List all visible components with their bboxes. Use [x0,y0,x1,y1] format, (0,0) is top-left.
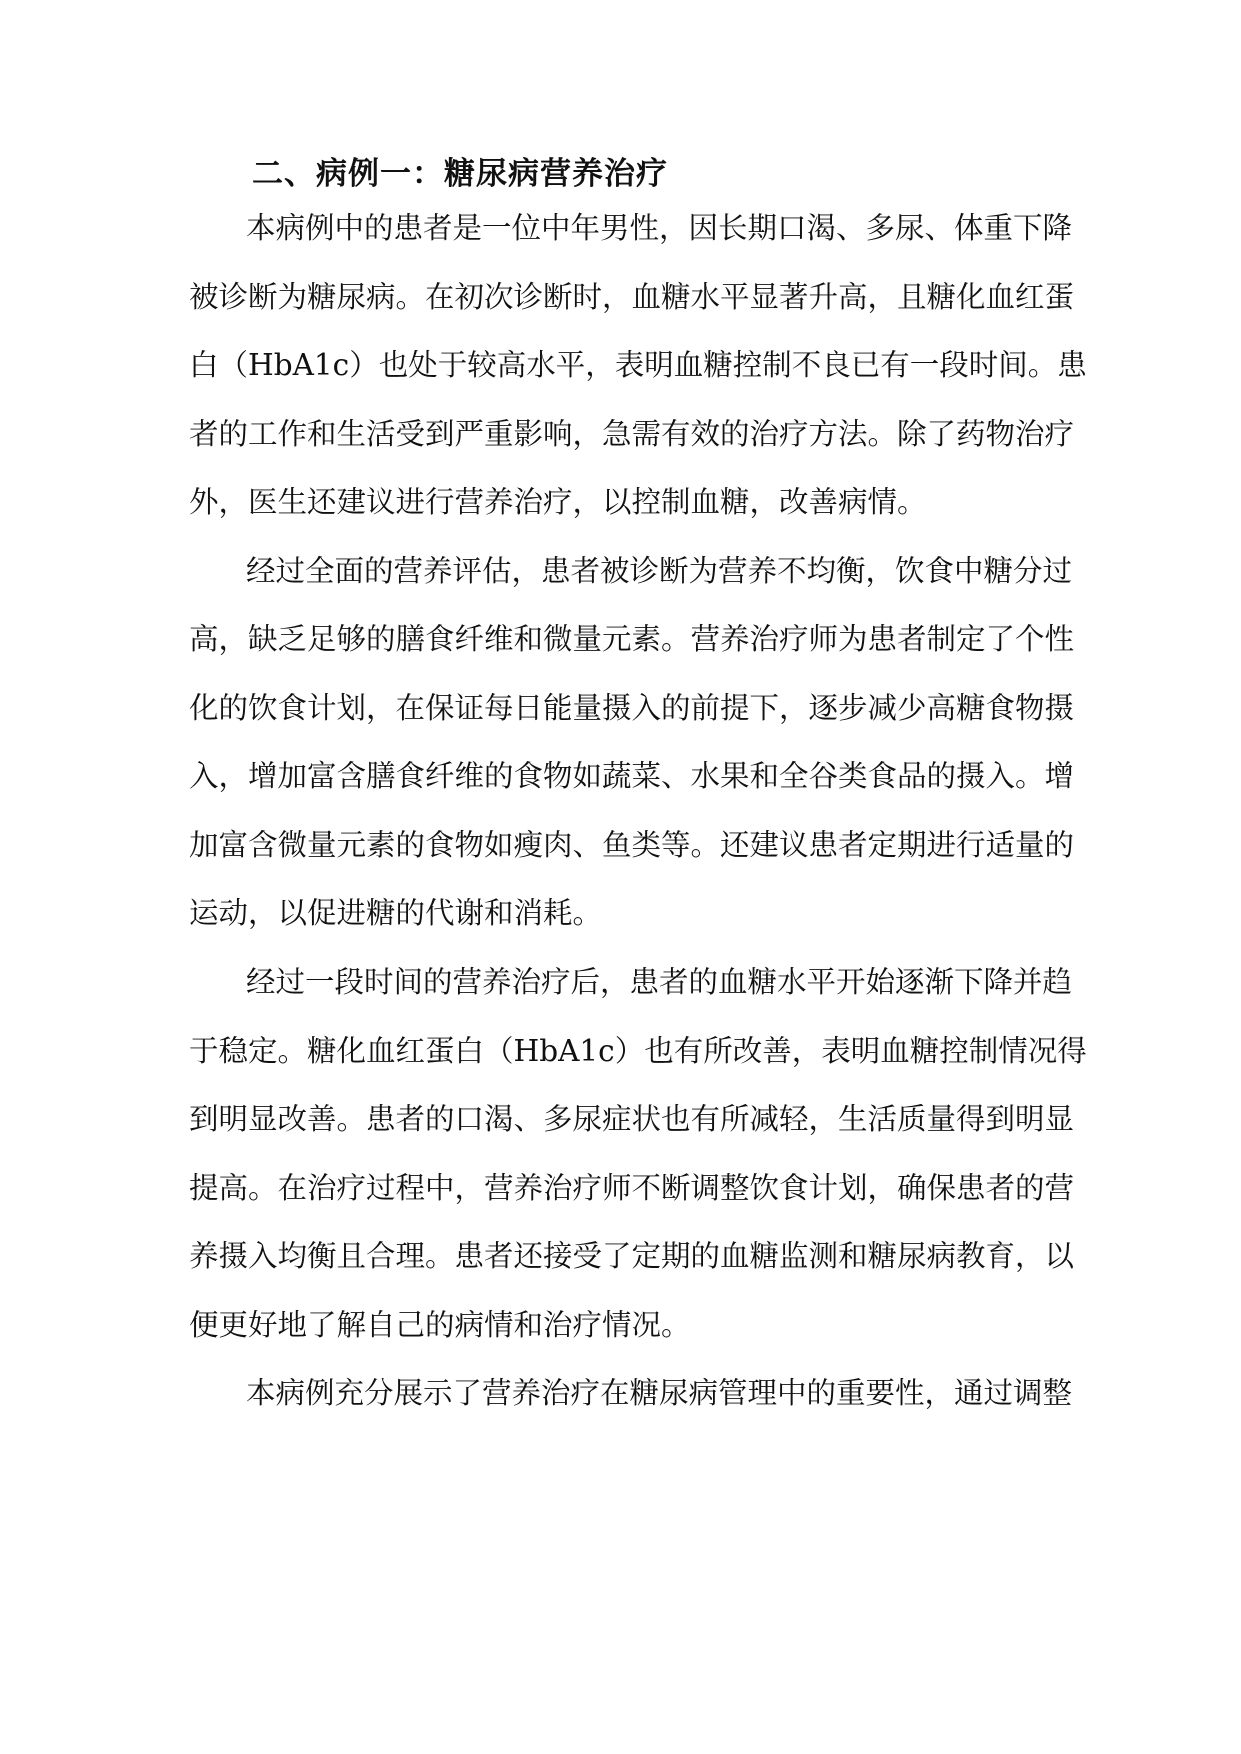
paragraph-3-line-4: 提高。在治疗过程中，营养治疗师不断调整饮食计划，确保患者的营 [189,1171,1075,1205]
paragraph-4-line-1: 本病例充分展示了营养治疗在糖尿病管理中的重要性，通过调整 [246,1376,1073,1410]
paragraph-3-line-1: 经过一段时间的营养治疗后，患者的血糖水平开始逐渐下降并趋 [246,965,1073,999]
paragraph-2-line-2: 高，缺乏足够的膳食纤维和微量元素。营养治疗师为患者制定了个性 [189,622,1075,656]
paragraph-2-line-3: 化的饮食计划，在保证每日能量摄入的前提下，逐步减少高糖食物摄 [189,691,1075,725]
paragraph-3-line-3: 到明显改善。患者的口渴、多尿症状也有所减轻，生活质量得到明显 [189,1102,1075,1136]
paragraph-3-line-2: 于稳定。糖化血红蛋白（HbA1c）也有所改善，表明血糖控制情况得 [189,1034,1087,1068]
paragraph-2-line-4: 入，增加富含膳食纤维的食物如蔬菜、水果和全谷类食品的摄入。增 [189,759,1075,793]
paragraph-2-line-6: 运动，以促进糖的代谢和消耗。 [189,896,603,930]
paragraph-1-line-5: 外，医生还建议进行营养治疗，以控制血糖，改善病情。 [189,485,927,519]
paragraph-3-line-6: 便更好地了解自己的病情和治疗情况。 [189,1308,691,1342]
paragraph-1-line-4: 者的工作和生活受到严重影响，急需有效的治疗方法。除了药物治疗 [189,417,1075,451]
paragraph-1-line-1: 本病例中的患者是一位中年男性，因长期口渴、多尿、体重下降 [246,211,1073,245]
paragraph-3-line-5: 养摄入均衡且合理。患者还接受了定期的血糖监测和糖尿病教育，以 [189,1239,1075,1273]
paragraph-1-line-3: 白（HbA1c）也处于较高水平，表明血糖控制不良已有一段时间。患 [189,348,1087,382]
paragraph-2-line-1: 经过全面的营养评估，患者被诊断为营养不均衡，饮食中糖分过 [246,554,1073,588]
paragraph-2-line-5: 加富含微量元素的食物如瘦肉、鱼类等。还建议患者定期进行适量的 [189,828,1075,862]
paragraph-1-line-2: 被诊断为糖尿病。在初次诊断时，血糖水平显著升高，且糖化血红蛋 [189,280,1075,314]
section-heading: 二、病例一：糖尿病营养治疗 [252,156,668,192]
